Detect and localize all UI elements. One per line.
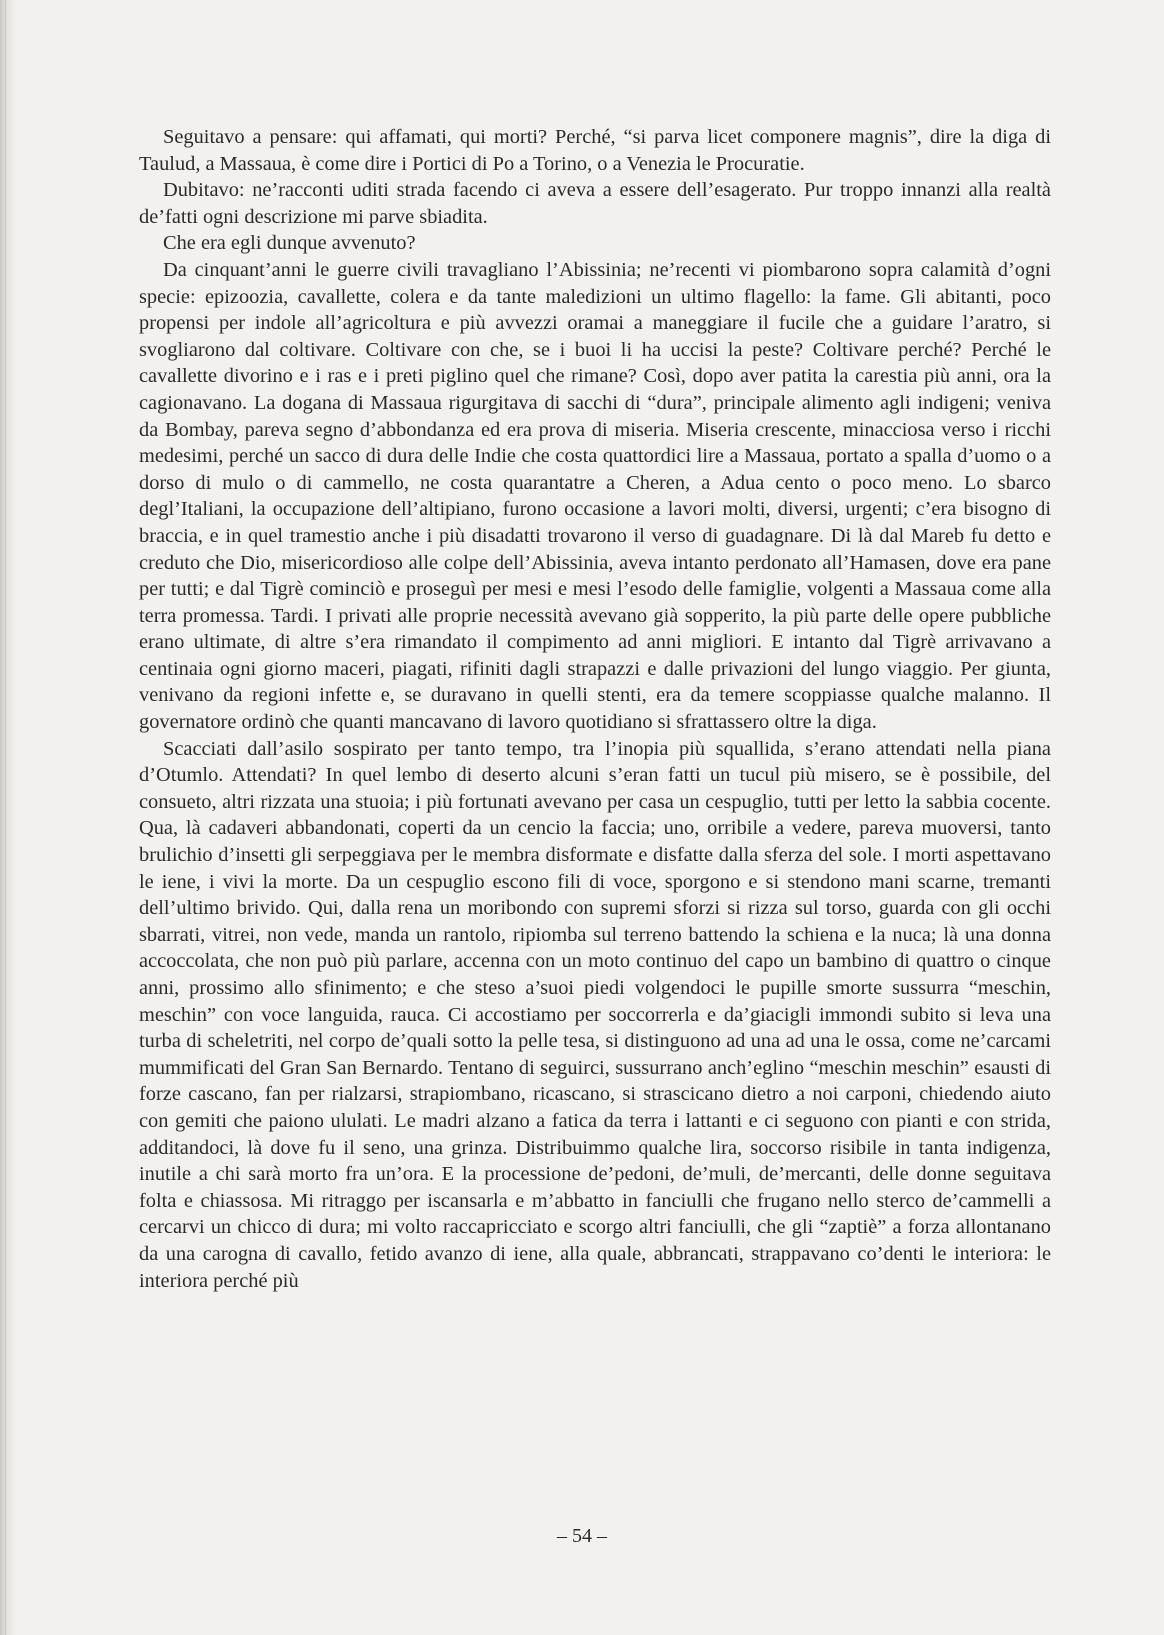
paragraph-1: Seguitavo a pensare: qui affamati, qui morti? Perché, “si parva licet componere magnis”, dire la diga di Taulud, a Massaua, è come dire i Portici di Po a Torino, o a Venezia le Procuratie. — [139, 126, 1051, 175]
paragraph-5: Scacciati dall’asilo sospirato per tanto tempo, tra l’inopia più squallida, s’erano attendati nella piana d’Otumlo. Attendati? In quel lembo di deserto alcuni s’eran fatti un tucul più misero, se è possibile, del consueto, altri rizzata una stuoia; i più fortunati avevano per casa un cespuglio, tutti per letto la sabbia cocente. Qua, là cadaveri abbandonati, coperti da un cencio la faccia; uno, orribile a vedere, pareva muoversi, tanto brulichio d’insetti gli serpeggiava per le membra disformate e disfatte dalla sferza del sole. I morti aspettavano le iene, i vivi la morte. Da un cespuglio escono fili di voce, sporgono e si stendono mani scarne, tremanti dell’ultimo brivido. Qui, dalla rena un moribondo con supremi sforzi si rizza sul torso, guarda con gli occhi sbarrati, vitrei, non vede, manda un rantolo, ripiomba sul terreno battendo la schiena e la nuca; là una donna accoccolata, che non può più parlare, accenna con un moto continuo del capo un bambino di quattro o cinque anni, prossimo allo sfinimento; e che steso a’suoi piedi volgendoci le pupille smorte sussurra “meschin, meschin” con voce languida, rauca. Ci accostiamo per soccorrerla e da’giacigli immondi subito si leva una turba di scheletriti, nel corpo de’quali sotto la pelle tesa, si distinguono ad una ad una le ossa, come ne’carcami mummificati del Gran San Bernardo. Tentano di seguirci, sussurrano anch’eglino “meschin meschin” esausti di forze cascano, fan per rialzarsi, strapiombano, ricascano, si strascicano dietro a noi carponi, chiedendo aiuto con gemiti che paiono ululati. Le madri alzano a fatica da terra i lattanti e ci seguono con pianti e con strida, additandoci, là dove fu il seno, una grinza. Distribuimmo qualche lira, soccorso risibile in tanta indigenza, inutile a chi sarà morto fra un’ora. E la processione de’pedoni, de’muli, de’mercanti, delle donne seguitava folta e chiassosa. Mi ritraggo per iscansarla e m’abbatto in fanciulli che frugano nello sterco de’cammelli a cercarvi un chicco di dura; mi volto raccapricciato e scorgo altri fanciulli, che gli “zaptiè” a forza allontanano da una carogna di cavallo, fetido avanzo di iene, alla quale, abbrancati, strappavano co’denti le interiora: le interiora perché più — [139, 737, 1051, 1292]
binding-shadow — [0, 0, 16, 1635]
paragraph-4: Da cinquant’anni le guerre civili travagliano l’Abissinia; ne’recenti vi piombarono sopra calamità d’ogni specie: epizoozia, cavallette, colera e da tante maledizioni un ultimo flagello: la fame. Gli abitanti, poco propensi per indole all’agricoltura e più avvezzi oramai a maneggiare il fucile che a guidare l’aratro, si svogliarono dal coltivare. Coltivare con che, se i buoi li ha uccisi la peste? Coltivare perché? Perché le cavallette divorino e i ras e i preti piglino quel che rimane? Così, dopo aver patita la carestia più anni, ora la cagionavano. La dogana di Massaua rigurgitava di sacchi di “dura”, principale alimento agli indigeni; veniva da Bombay, pareva segno d’abbondanza ed era prova di miseria. Miseria crescente, minacciosa verso i ricchi medesimi, perché un sacco di dura delle Indie che costa quattordici lire a Massaua, portato a spalla d’uomo o a dorso di mulo o di cammello, ne costa quarantatre a Cheren, a Adua cento o poco meno. Lo sbarco degl’Italiani, la occupazione dell’altipiano, furono occasione a lavori molti, diversi, urgenti; c’era bisogno di braccia, e in quel tramestio anche i più disadatti trovarono il verso di guadagnare. Di là dal Mareb fu detto e creduto che Dio, misericordioso alle colpe dell’Abissinia, aveva intanto perdonato all’Hamasen, dove era pane per tutti; e dal Tigrè cominciò e proseguì per mesi e mesi l’esodo delle famiglie, volgenti a Massaua come alla terra promessa. Tardi. I privati alle proprie necessità avevano già sopperito, la più parte delle opere pubbliche erano ultimate, di altre s’era rimandato il compimento ad anni migliori. E intanto dal Tigrè arrivavano a centinaia ogni giorno maceri, piagati, rifiniti dagli strapazzi e dalle privazioni del lungo viaggio. Per giunta, venivano da regioni infette e, se duravano in quelli stenti, era da temere scoppiasse qualche malanno. Il governatore ordinò che quanti mancavano di lavoro quotidiano si sfrattassero oltre la diga. — [139, 258, 1051, 734]
paragraph-3: Che era egli dunque avvenuto? — [163, 232, 416, 255]
body-text — [139, 124, 1051, 1294]
page-number: – 54 – — [557, 1525, 607, 1547]
binding-line — [5, 0, 6, 1635]
paragraph-2: Dubitavo: ne’racconti uditi strada facendo ci aveva a essere dell’esagerato. Pur troppo innanzi alla realtà de’fatti ogni descrizione mi parve sbiadita. — [139, 179, 1051, 228]
